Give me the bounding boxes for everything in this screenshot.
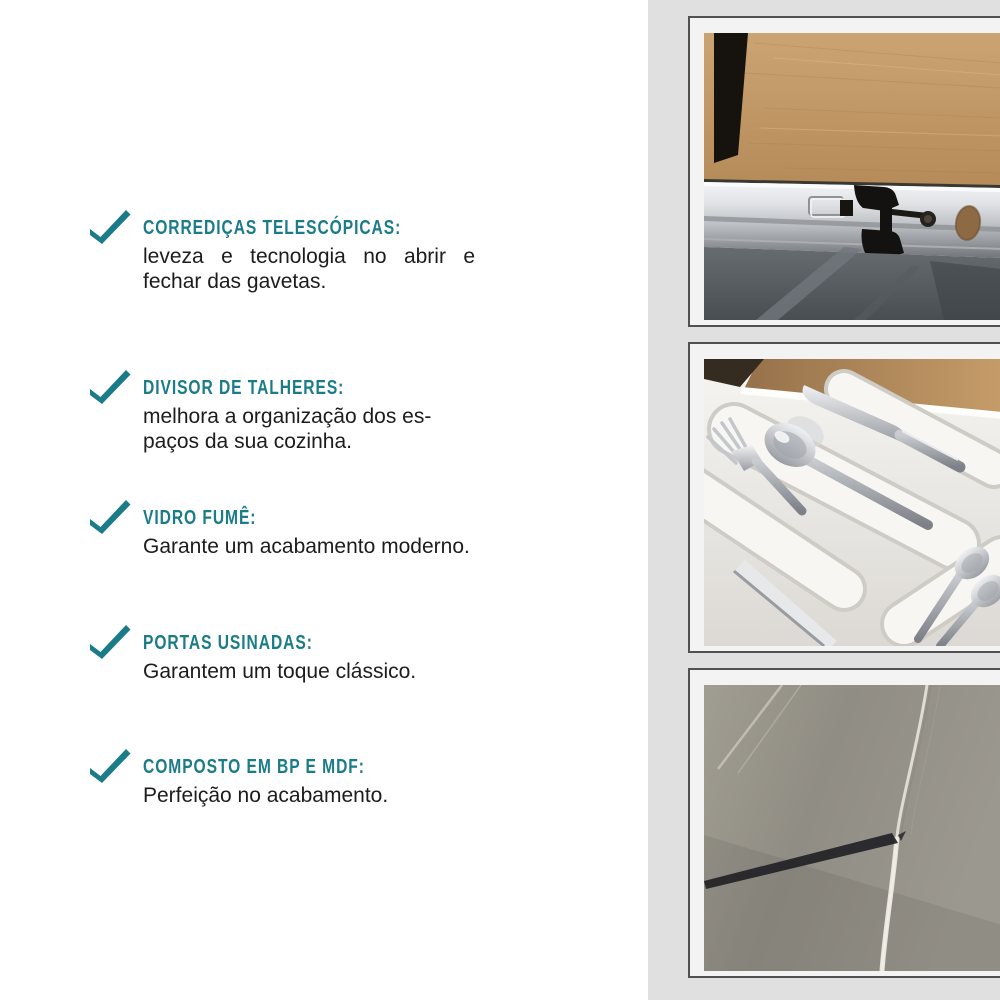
photo-card-divider [688,342,1000,653]
feature-item-corredicas [88,205,475,294]
feature-description [143,534,475,559]
feature-text-line: Garante um acabamento moderno. [143,535,470,558]
feature-item-portas [88,620,475,684]
telescopic-slide-photo [704,33,1000,320]
feature-description [143,404,475,454]
feature-title: CORREDIÇAS TELESCÓPICAS: [143,217,402,239]
check-icon [88,208,132,246]
smoked-glass-photo [704,685,1000,971]
feature-text-line: leveza e tecnologia no abrir e [143,245,475,268]
check-icon [88,623,132,661]
check-icon [88,368,132,406]
feature-title: PORTAS USINADAS: [143,632,313,654]
check-icon [88,747,132,785]
feature-description [143,783,475,808]
photo-card-slide [688,16,1000,327]
feature-title: COMPOSTO EM BP E MDF: [143,756,365,778]
feature-title: DIVISOR DE TALHERES: [143,377,345,399]
feature-item-composto [88,744,475,808]
feature-text-line: paços da sua cozinha. [143,430,352,453]
feature-item-vidro [88,495,475,559]
feature-item-divisor [88,365,475,454]
feature-description [143,244,475,294]
feature-description [143,659,475,684]
feature-text-line: Perfeição no acabamento. [143,784,389,807]
photo-card-glass [688,668,1000,978]
feature-title: VIDRO FUMÊ: [143,507,257,529]
cutlery-divider-photo [704,359,1000,646]
feature-text-line: fechar das gavetas. [143,270,327,293]
feature-text-line: melhora a organização dos es- [143,405,432,428]
feature-text-line: Garantem um toque clássico. [143,660,417,683]
check-icon [88,498,132,536]
